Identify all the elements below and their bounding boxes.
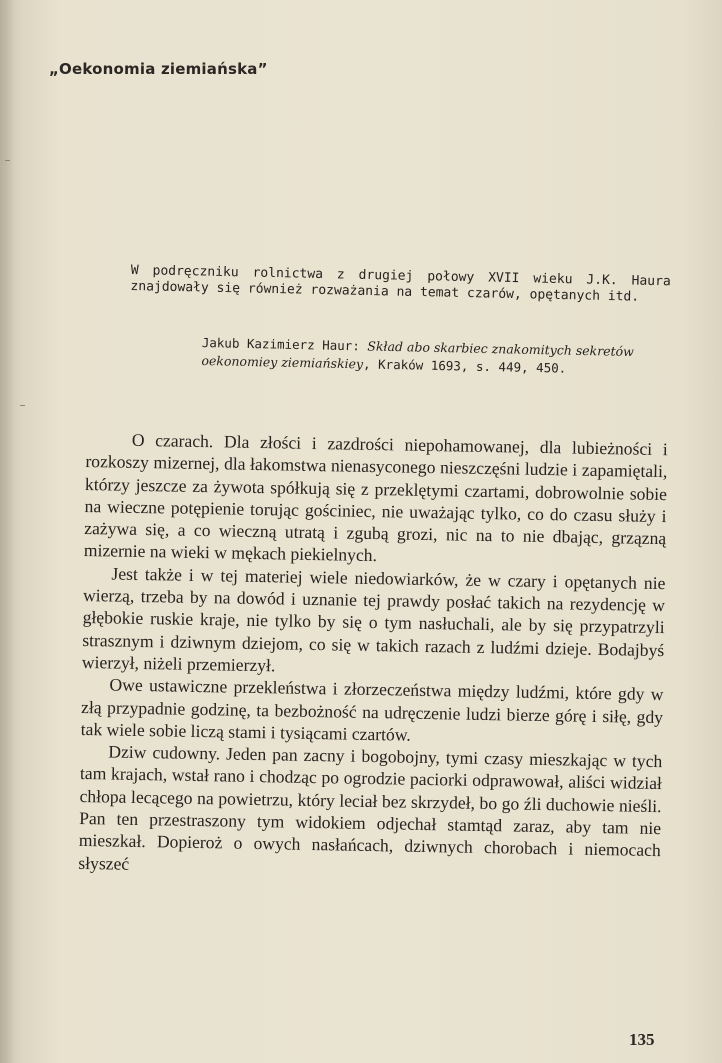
main-text xyxy=(78,428,668,884)
running-head: „Oekonomia ziemiańska” xyxy=(49,60,268,78)
source-title: Skład abo skarbiec znakomitych sekretów oekonomiey ziemiańskiey xyxy=(201,338,634,372)
paragraph: Jest także i w tej materiej wiele niedowiarków, że w czary i opętanych nie wierzą, trzeba by na dowód i uznanie tej prawdy posłać takich na rezydencję w głębokie ruskie kraje, nie tylko by się o tym nasłuchali, ale by się przypatrzyli strasznym i dziwnym dziejom, co się w takich razach z ludźmi dzieje. Bodajbyś wierzył, niżeli przemierzył. xyxy=(81,563,666,676)
source-imprint: , Kraków 1693, s. 449, 450. xyxy=(362,356,567,376)
paragraph: Dziw cudowny. Jeden pan zacny i bogobojny, tymi czasy mieszkając w tych tam krajach, wstał rano i chodząc po ogrodzie paciorki odprawował, aliści widział chłopa lecącego na powietrzu, który leciał bez skrzydeł, bo go źli duchowie nieśli. Pan ten przestraszony tym widokiem odjechał stamtąd zaraz, aby tam nie mieszkał. Dopieroż o owych nasłańcach, dziwnych chorobach i niemocach słyszeć xyxy=(78,741,663,874)
paragraph: Owe ustawiczne przekleństwa i złorzeczeństwa między ludźmi, które gdy w złą przypadnie godzinę, ta bezbożność na udręczenie ludzi bierze górę i siłę, gdy tak wiele sobie liczą stami i tysiącami czartów. xyxy=(80,674,664,745)
source-author: Jakub Kazimierz Haur: xyxy=(201,334,368,354)
intro-note: W podręczniku rolnictwa z drugiej połowy XVII wieku J.K. Haura znajdowały się również rozważania na temat czarów, opętanych itd. xyxy=(130,263,671,305)
margin-mark xyxy=(5,160,10,161)
page-number: 135 xyxy=(629,1030,655,1049)
paragraph: O czarach. Dla złości i zazdrości niepohamowanej, dla lubieżności i rozkoszy mizernej, dla łakomstwa nienasyconego nieszczęśni ludzie i zapamiętali, którzy jeszcze za żywota spółkują się z przeklętymi czartami, dobrowolnie sobie na wieczne potępienie torując gościniec, nie uważając tylko, co do czasu służy i zażywa się, a co wieczną utratą i zgubą grozi, nic na to nie dbając, grzązną mizernie na wieki w mękach piekielnych. xyxy=(83,429,668,566)
source-citation xyxy=(201,334,674,380)
margin-mark xyxy=(20,405,25,406)
